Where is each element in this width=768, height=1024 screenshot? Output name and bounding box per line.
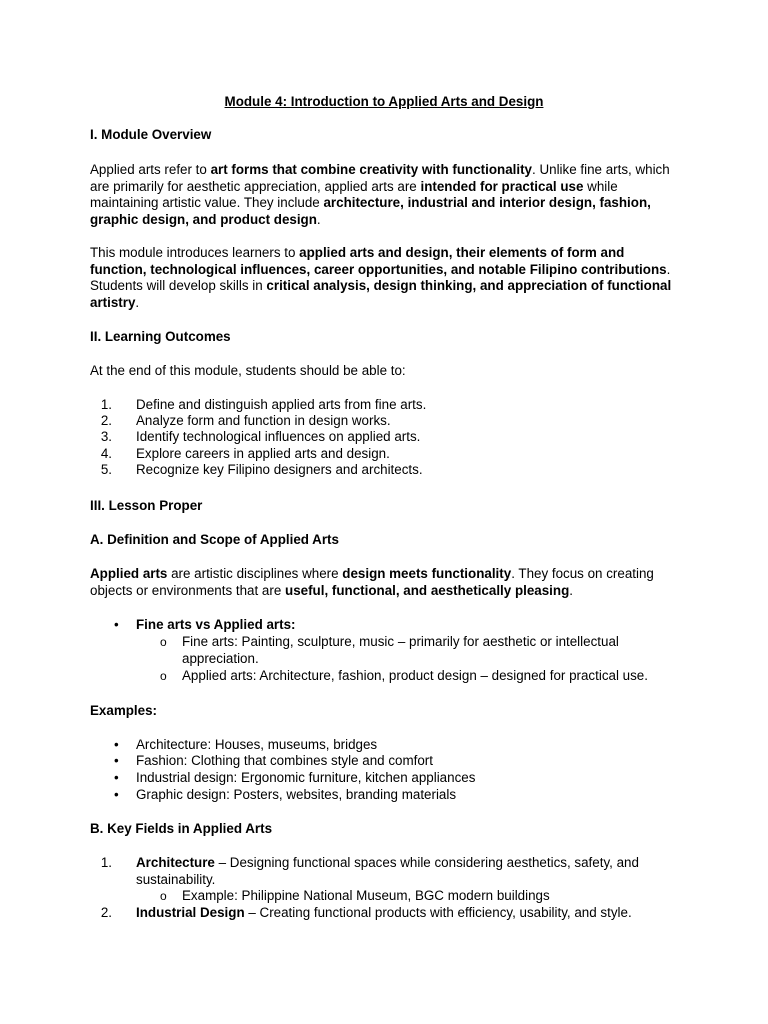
bullet-icon: • [114, 787, 119, 802]
list-text: Recognize key Filipino designers and architects. [136, 462, 423, 477]
list-number: 5. [100, 462, 112, 477]
list-text: Analyze form and function in design works. [136, 413, 391, 428]
list-number: 4. [100, 446, 112, 461]
subsection-heading-key-fields: B. Key Fields in Applied Arts [90, 821, 273, 836]
text-run: . Unlike fine arts, which are primarily for aesthetic appreciation, applied arts are [90, 162, 670, 194]
overview-paragraph-2 [90, 245, 680, 311]
text-run: This module introduces learners to [90, 245, 300, 260]
list-number: 1. [100, 855, 112, 870]
text-run: . [569, 582, 573, 598]
bold-run: Industrial Design [136, 905, 245, 920]
text-run: . [316, 211, 321, 227]
bold-run: architecture, industrial and interior design, fashion, graphic design, and product design [90, 195, 651, 227]
bullet-text: Industrial design: Ergonomic furniture, kitchen appliances [136, 770, 476, 785]
bold-run: Applied arts [90, 566, 168, 581]
sub-bullet-icon: o [160, 635, 167, 649]
bullet-icon: • [114, 737, 119, 752]
bullet-icon: • [114, 770, 119, 785]
bullet-text: Fashion: Clothing that combines style and comfort [136, 753, 433, 768]
list-text: Explore careers in applied arts and design. [136, 446, 390, 461]
bullet-text: Architecture: Houses, museums, bridges [136, 737, 378, 752]
bullet-icon: • [114, 753, 119, 768]
page-title: Module 4: Introduction to Applied Arts and Design [224, 94, 544, 109]
list-text [136, 855, 666, 888]
sub-bullet-text: Applied arts: Architecture, fashion, product design – designed for practical use. [182, 668, 648, 683]
sub-bullet-icon: o [160, 889, 167, 903]
sub-bullet-icon: o [160, 669, 167, 683]
bold-run: critical analysis, design thinking, and appreciation of functional artistry [90, 278, 672, 310]
bold-run: useful, functional, and aesthetically pleasing [285, 582, 570, 598]
subsection-heading-definition: A. Definition and Scope of Applied Arts [90, 532, 339, 547]
bullet-label: Fine arts vs Applied arts: [136, 617, 296, 632]
sub-bullet-text: Fine arts: Painting, sculpture, music – primarily for aesthetic or intellectual appreciation. [182, 634, 619, 666]
bold-run: art forms that combine creativity with functionality [210, 162, 533, 177]
section-heading-outcomes: II. Learning Outcomes [90, 329, 231, 344]
outcomes-intro: At the end of this module, students should be able to: [90, 363, 406, 378]
section-heading-overview: I. Module Overview [90, 127, 212, 142]
bullet-text: Graphic design: Posters, websites, branding materials [136, 787, 457, 802]
list-number: 2. [100, 905, 112, 920]
list-number: 1. [100, 397, 112, 412]
bullet-icon: • [114, 617, 119, 632]
text-run: are artistic disciplines where [167, 566, 343, 581]
text-run: while maintaining artistic value. They include [90, 178, 618, 210]
list-number: 3. [100, 429, 112, 444]
list-number: 2. [100, 413, 112, 428]
text-run: – Creating functional products with efficiency, usability, and style. [244, 905, 632, 920]
sub-bullet-text: Example: Philippine National Museum, BGC modern buildings [182, 888, 550, 903]
definition-paragraph [90, 566, 680, 599]
text-run: Applied arts refer to [90, 162, 211, 177]
list-text: Identify technological influences on applied arts. [136, 429, 421, 444]
section-heading-lesson: III. Lesson Proper [90, 498, 203, 513]
list-text: Define and distinguish applied arts from fine arts. [136, 397, 427, 412]
list-text [136, 905, 666, 922]
bold-run: applied arts and design, their elements of form and function, technological influences, career opportunities, and notable Filipino contributions [90, 245, 667, 277]
overview-paragraph-1 [90, 162, 680, 228]
text-run: . They focus on creating objects or environments that are [90, 566, 654, 598]
text-run: . Students will develop skills in [90, 261, 671, 293]
text-run: . [135, 294, 140, 310]
bold-run: intended for practical use [420, 178, 584, 194]
bold-run: Architecture [136, 855, 215, 870]
text-run: – Designing functional spaces while considering aesthetics, safety, and sustainability. [136, 855, 639, 887]
bold-run: design meets functionality [342, 566, 512, 581]
examples-heading: Examples: [90, 703, 157, 718]
